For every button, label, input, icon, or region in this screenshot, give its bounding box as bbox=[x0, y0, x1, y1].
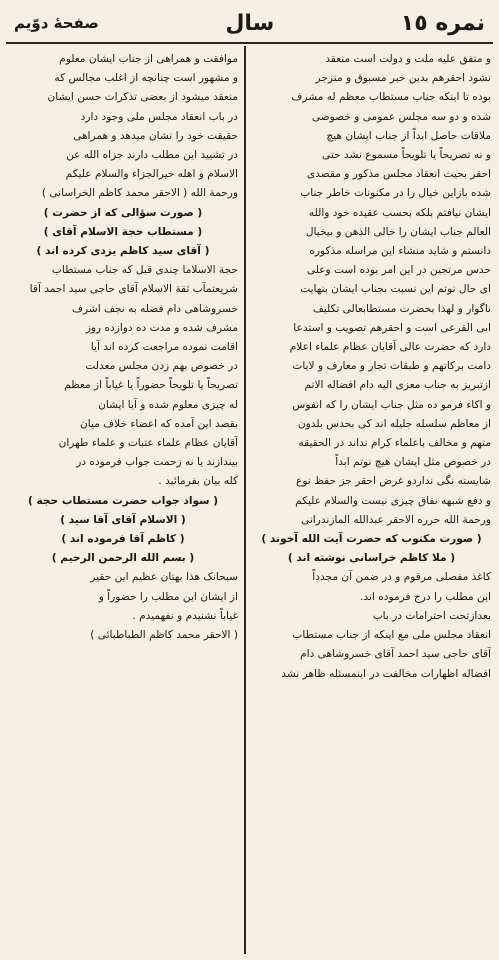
text-line: افضاله اظهارات مخالفت در اینمسئله ظاهر نشد bbox=[281, 667, 491, 680]
text-line: حجة الاسلاما چندی قبل که جناب مستطاب bbox=[51, 264, 238, 277]
text-line: حدس مرتجین در این امر بوده است وعلی bbox=[306, 264, 491, 277]
signature-line: ( صورت سؤالی که از حضرت ) bbox=[43, 206, 203, 219]
text-line: مشرف شده و مدت ده دوازده روز bbox=[85, 321, 238, 334]
text-line: خسروشاهی دام فضله به نجف اشرف bbox=[71, 302, 238, 315]
text-line: انعقاد مجلس ملی مع اینکه از جناب مستطاب bbox=[292, 629, 491, 642]
text-line: ازتبریز به جناب معزی الیه دام افضاله الاتم bbox=[304, 379, 491, 392]
text-line: ( الاحقر محمد کاظم الطباطبائی ) bbox=[90, 629, 238, 642]
text-line: این مطلب را درج فرموده اند. bbox=[360, 590, 491, 603]
signature-line: ( الاسلام آقای آقا سید ) bbox=[60, 513, 186, 526]
signature-line: ( بسم الله الرحمن الرحیم ) bbox=[51, 552, 195, 565]
left-column bbox=[6, 50, 240, 645]
left-column-middle bbox=[8, 261, 238, 491]
text-line: در خصوص بهم زدن مجلس معدلت bbox=[85, 360, 238, 373]
year-label: سال bbox=[225, 10, 275, 36]
text-line: احقر بحیث انعقاد مجلس مذکور و مقصدی bbox=[306, 168, 491, 181]
page-header bbox=[6, 4, 493, 44]
text-line: موافقت و همراهی از جناب ایشان معلوم bbox=[59, 53, 238, 65]
text-line: متهم و مخالف باعلماء کرام نداند در الحقیقه bbox=[298, 437, 491, 450]
text-line: الاسلام و اهله خیرالجزاء والسلام علیکم bbox=[65, 168, 238, 181]
left-signatures-2 bbox=[8, 492, 238, 569]
text-line: بعدازتحت احترامات در باب bbox=[372, 609, 491, 622]
text-line: ایشان نیافتم بلکه بحسب عقیده خود والله bbox=[308, 206, 491, 219]
text-line: شریعتمآب ثقة الاسلام آقای حاجی سید احمد آقا bbox=[29, 283, 238, 296]
text-line: و متفق علیه ملت و دولت است منعقد bbox=[325, 53, 491, 65]
signature-line: ( سواد جواب حضرت مستطاب حجة ) bbox=[27, 494, 219, 507]
text-line: آقای حاجی سید احمد آقای خسروشاهی دام bbox=[300, 648, 491, 661]
text-line: بقصد این آمده که اعضاء خلاف میان bbox=[79, 417, 238, 430]
left-column-body bbox=[8, 50, 238, 204]
text-line: دارد که حضرت عالی آقایان عظام علماء اعلام bbox=[289, 341, 491, 354]
right-column-tail bbox=[252, 568, 491, 683]
text-line: دانستم و شاید منشاء این مراسله مذکوره bbox=[309, 245, 491, 258]
text-line: نشود احقرهم بدین خبر مسبوق و منزجر bbox=[315, 72, 491, 85]
text-line: و اکاء فرمو ده مثل جناب ایشان را که انفوس bbox=[292, 398, 491, 411]
right-column-body bbox=[252, 50, 491, 530]
text-line: دامت برکاتهم و طبقات تجار و معارف و لایات bbox=[292, 360, 491, 373]
issue-number: نمره ١٥ bbox=[400, 10, 485, 36]
text-line: شده و دو سه مجلس عمومی و خصوصی bbox=[311, 110, 491, 123]
right-signatures bbox=[252, 530, 491, 568]
text-line: در تشیید این مطلب دارند جزاه الله عن bbox=[66, 149, 238, 162]
text-line: و نه تصریحاً یا تلویحاً مسموع نشد حتی bbox=[321, 149, 491, 162]
text-line: و مشهور است چنانچه از اغلب مجالس که bbox=[54, 72, 238, 85]
text-line: از معاظم سلسله جلیله اند کی بحدس بلدون bbox=[297, 417, 491, 430]
signature-line: ( مستطاب حجة الاسلام آقای ) bbox=[43, 225, 203, 238]
text-line: ابی القرعی است و احقرهم تصویب و استدعا bbox=[293, 321, 491, 334]
text-line: از ایشان این مطلب را حضوراً و bbox=[98, 590, 238, 603]
text-line: کاغذ مفصلی مرقوم و در ضمن آن مجدداً bbox=[312, 571, 491, 584]
signature-line: ( کاظم آقا فرموده اند ) bbox=[61, 533, 185, 546]
text-line: ورحمة الله حرره الاحقر عبدالله المازندرانی bbox=[301, 513, 491, 526]
page-label: صفحهٔ دوّیم bbox=[14, 14, 99, 32]
text-line: بیندازند یا نه زحمت جواب فرموده در bbox=[76, 456, 238, 469]
text-line: العالم جناب ایشان را خالی الذهن و بیخیال bbox=[305, 225, 491, 238]
text-line: تصریحاً یا تلویحاً حضوراً یا غیاباً از معظم bbox=[64, 379, 238, 392]
text-line: له چیزی معلوم شده و آیا ایشان bbox=[98, 398, 238, 411]
text-line: ملاقات حاصل ابداً از جناب ایشان هیچ bbox=[326, 129, 491, 142]
text-line: آقایان عظام علماء عتبات و علماء طهران bbox=[58, 437, 238, 450]
text-line: بوده تا اینکه جناب مستطاب معظم له مشرف bbox=[291, 91, 491, 104]
text-line: سبحانک هذا بهتان عظیم این حقیر bbox=[90, 571, 238, 584]
signature-line: ( ملا کاظم خراسانی نوشته اند ) bbox=[287, 552, 456, 565]
text-line: و دفع شبهه نفاق چیزی نیست والسلام علیکم bbox=[295, 494, 491, 507]
text-line: منعقد میشود از بعضی تذکرات حسن ایشان bbox=[47, 91, 238, 104]
text-line: شایسته نگی نداردو غرض احقر جز حفظ نوع bbox=[296, 475, 491, 488]
text-line: در خصوص مثل ایشان هیچ نوتم ابداً bbox=[335, 456, 491, 469]
text-line: ناگوار و لهذا بحضرت مستطابعالی تکلیف bbox=[312, 302, 491, 315]
text-line: اقامت نموده مراجعت کرده اند آیا bbox=[90, 341, 238, 354]
left-signatures bbox=[8, 204, 238, 262]
text-line: حقیقت خود را نشان میدهد و همراهی bbox=[73, 129, 238, 142]
text-line: در باب انعقاد مجلس ملی وجود دارد bbox=[80, 110, 238, 123]
text-line: شده بازاین خیال را در مکنونات خاطر جناب bbox=[300, 187, 491, 200]
text-line: غیاباً نشنیدم و نفهمیدم . bbox=[132, 609, 238, 622]
text-line: ورحمة الله ( الاحقر محمد کاظم الخراسانی ) bbox=[41, 187, 238, 200]
signature-line: ( آقای سید کاظم یزدی کرده اند ) bbox=[36, 245, 210, 258]
text-line: کله بیان بفرمائید . bbox=[158, 475, 238, 488]
column-divider bbox=[244, 46, 246, 954]
right-column bbox=[250, 50, 493, 684]
signature-line: ( صورت مکتوب که حضرت آیت الله آخوند ) bbox=[261, 533, 482, 546]
left-column-tail bbox=[8, 568, 238, 645]
text-line: ای حال نوتم این نسبت بجناب ایشان بنهایت bbox=[300, 283, 491, 296]
